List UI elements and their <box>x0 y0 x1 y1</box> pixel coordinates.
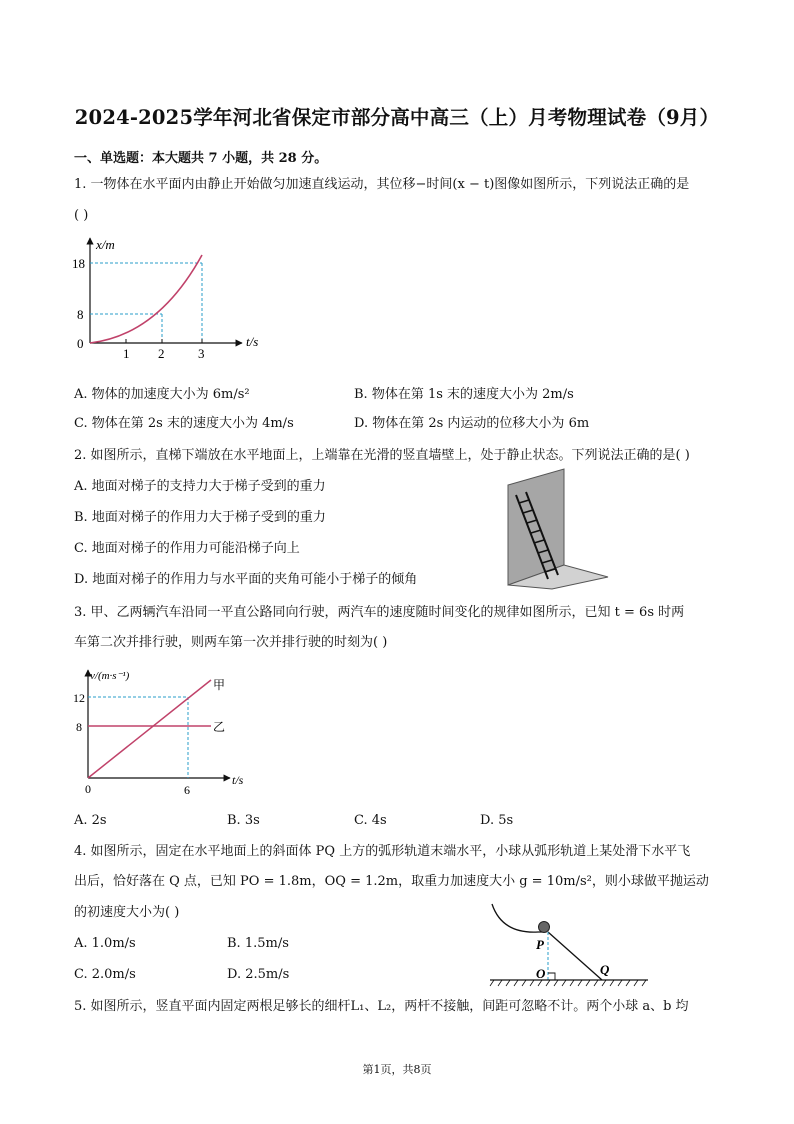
q3-line-jia <box>88 680 211 778</box>
q2-ladder-figure <box>500 465 612 590</box>
q1-option-a[interactable]: A. 物体的加速度大小为 6m/s² <box>74 387 250 402</box>
q4-option-a[interactable]: A. 1.0m/s <box>74 936 136 951</box>
q4-projectile-figure <box>486 898 652 994</box>
q1-stem-line2: ( ) <box>74 208 89 223</box>
q3-ytick-8: 8 <box>76 720 82 734</box>
q3-option-c[interactable]: C. 4s <box>354 813 387 828</box>
q2-option-d[interactable]: D. 地面对梯子的作用力与水平面的夹角可能小于梯子的倾角 <box>74 572 418 587</box>
q3-stem-line2: 车第二次并排行驶，则两车第一次并排行驶的时刻为( ) <box>74 635 388 650</box>
q1-option-d[interactable]: D. 物体在第 2s 内运动的位移大小为 6m <box>354 416 590 431</box>
q4-right-angle-mark <box>548 973 555 980</box>
q4-label-o: O <box>536 966 546 981</box>
q1-stem-line1: 1. 一物体在水平面内由静止开始做匀加速直线运动，其位移−时间(x − t)图像如图所示，下列说法正确的是 <box>74 177 690 192</box>
q3-ylabel: v/(m·s⁻¹) <box>90 670 130 682</box>
q1-xtick-2: 2 <box>158 346 165 361</box>
q3-vt-graph <box>74 662 264 802</box>
q1-parabola-curve <box>90 255 202 343</box>
q3-origin-label: 0 <box>85 782 91 796</box>
q3-ytick-12: 12 <box>73 691 85 705</box>
q4-label-p: P <box>536 937 544 952</box>
q1-option-c[interactable]: C. 物体在第 2s 末的速度大小为 4m/s <box>74 416 294 431</box>
q3-legend-jia: 甲 <box>213 678 226 692</box>
q5-stem-line1: 5. 如图所示，竖直平面内固定两根足够长的细杆L₁、L₂，两杆不接触，间距可忽略不计。两个小球 a、b 均 <box>74 999 689 1014</box>
exam-title: 2024-2025学年河北省保定市部分高中高三（上）月考物理试卷（9月） <box>74 106 720 129</box>
q3-option-d[interactable]: D. 5s <box>480 813 514 828</box>
q4-label-q: Q <box>600 962 610 977</box>
q4-stem-line2: 出后，恰好落在 Q 点，已知 PO = 1.8m，OQ = 1.2m，取重力加速度大小 g = 10m/s²，则小球做平抛运动 <box>74 874 709 889</box>
q1-option-b[interactable]: B. 物体在第 1s 末的速度大小为 2m/s <box>354 387 574 402</box>
q1-xt-graph <box>74 232 274 367</box>
q4-ball <box>539 922 550 933</box>
q3-option-b[interactable]: B. 3s <box>227 813 260 828</box>
q1-origin-label: 0 <box>77 336 84 351</box>
q4-arc-track <box>492 904 542 932</box>
q3-xtick-6: 6 <box>184 783 190 797</box>
q3-legend-yi: 乙 <box>213 720 226 734</box>
q3-xlabel: t/s <box>232 773 244 787</box>
q1-ytick-18: 18 <box>72 256 85 271</box>
q1-ytick-8: 8 <box>77 307 84 322</box>
section-heading: 一、单选题：本大题共 7 小题，共 28 分。 <box>74 151 328 166</box>
q1-xlabel: t/s <box>246 334 259 349</box>
page-footer: 第1页，共8页 <box>362 1063 432 1076</box>
q2-option-a[interactable]: A. 地面对梯子的支持力大于梯子受到的重力 <box>74 479 326 494</box>
q4-option-b[interactable]: B. 1.5m/s <box>227 936 289 951</box>
q1-xtick-1: 1 <box>123 346 130 361</box>
q4-option-c[interactable]: C. 2.0m/s <box>74 967 136 982</box>
q4-ground-hatch <box>490 980 646 986</box>
q1-xtick-3: 3 <box>198 346 205 361</box>
q4-incline-pq <box>548 932 602 980</box>
q3-stem-line1: 3. 甲、乙两辆汽车沿同一平直公路同向行驶，两汽车的速度随时间变化的规律如图所示，已知 t = 6s 时两 <box>74 605 685 620</box>
q4-stem-line3: 的初速度大小为( ) <box>74 905 180 920</box>
q1-ylabel: x/m <box>96 237 115 252</box>
q3-option-a[interactable]: A. 2s <box>74 813 107 828</box>
q2-option-b[interactable]: B. 地面对梯子的作用力大于梯子受到的重力 <box>74 510 326 525</box>
q4-stem-line1: 4. 如图所示，固定在水平地面上的斜面体 PQ 上方的弧形轨道末端水平，小球从弧形轨道上某处滑下水平飞 <box>74 844 691 859</box>
q4-option-d[interactable]: D. 2.5m/s <box>227 967 290 982</box>
q2-stem: 2. 如图所示，直梯下端放在水平地面上，上端靠在光滑的竖直墙壁上，处于静止状态。下列说法正确的是( ) <box>74 448 690 463</box>
q2-option-c[interactable]: C. 地面对梯子的作用力可能沿梯子向上 <box>74 541 300 556</box>
